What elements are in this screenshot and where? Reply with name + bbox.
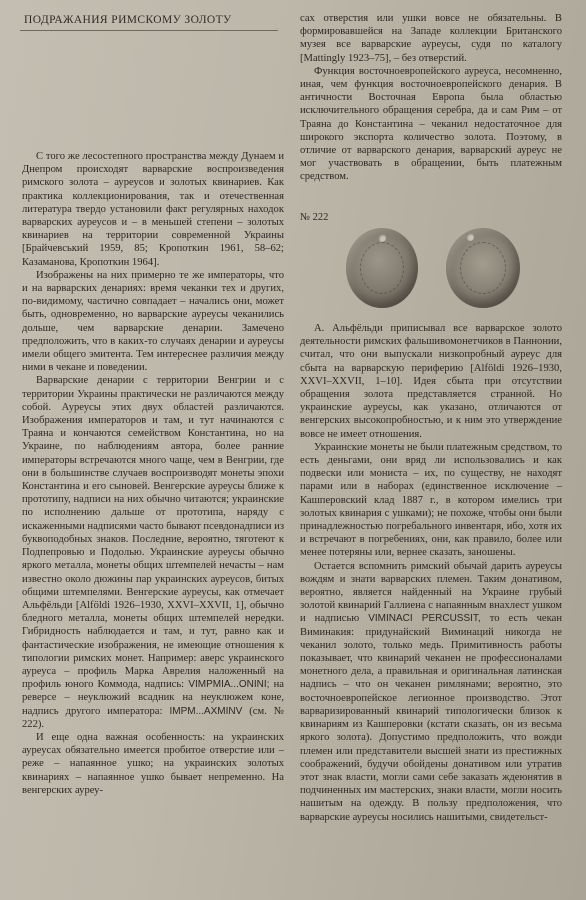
right-column-bottom: [300, 322, 562, 824]
left-paragraph-1: С того же лесостепного пространства между Дунаем и Днепром происходят варварские воспроизведения римского золота – ауреусов и золотых квинариев. Как практика коллекционирования, так и отечественная литература твердо установили факт регулярных находок варварских ауреусов и – в меньшей степени – золотых квинариев на территории современной Украины [Брайчевський 1959, 85; Кропоткин 1961, 58–62; Казаманова, Кропоткин 1964].: [22, 151, 284, 268]
coin-obverse-relief: [360, 242, 404, 294]
left-paragraph-3: [22, 374, 284, 730]
coin-obverse-hole: [378, 234, 386, 242]
left-paragraph-4: И еще одна важная особенность: на украинских ауреусах обязательно имеется пробитое отверстие или – реже – напаянное ушко; на украинских золотых квинариях – напаянное ушко бывает непременно. На венгерских ауреу-: [22, 731, 284, 796]
coin-reverse-hole: [466, 233, 474, 241]
running-title: ПОДРАЖАНИЯ РИМСКОМУ ЗОЛОТУ: [24, 14, 232, 26]
right-column-top: [300, 12, 562, 184]
coin-legend-obverse: VIMPMIA...ONINI;: [188, 679, 270, 691]
left-paragraph-3b: на реверсе – неуклюжий всадник на неуклюжем коне, надпись другого императора:: [22, 679, 285, 717]
header-rule: [20, 30, 278, 31]
left-paragraph-3a: Варварские денарии с территории Венгрии и с территории Украины практически не различаются между собой. Ауреусы этих двух областей различаются. Изображения императоров и там, и тут начинаются с Траяна и кончаются семейством Константина, но на Украине, по наблюдениям автора, более ранние императоры встречаются много чаще, чем в Венгрии, где они в большинстве случаев воспроизводят монеты эпохи Константина и его сыновей. Венгерские ауреусы ближе к прототипу, надписи на них обычно читаются; украинские по исполнению дальше от прототипа, наряду с искаженными надписями часто бывают псевдонадписи из буквоподобных знаков. Последние, вероятно, тяготеют к Подпепровью и Подолью. Украинские ауреусы обычно яркого металла, монеты общих штемпелей нечасты – нам известно около дюжины пар украинских ауреусов, битых общими штемпелями. Венгерские ауреусы, как отмечает Альфёльди [Alföldi 1926–1930, XXVI–XXVII, 1], обычно бледного металла, монеты общих штемпелей нередки. Гибридность наблюдается и там, и тут, равно как и фантастические изображения, не имеющие отношения к типологии римских монет. Например: аверс украинского ауреуса – профиль Марка Аврелия наложенный на профиль юного Коммода, надпись:: [22, 375, 285, 691]
coin-legend-viminaci: VIMINACI PERCUSSIT,: [368, 613, 481, 625]
right-paragraph-3: А. Альфёльди приписывал все варварское золото деятельности римских фальшивомонетчиков в Паннонии, считал, что они выпускали низкопробный ауреус для сбыта на варварскую периферию [Alföldi 1926–1930, XXVI–XXVII, 1–10]. Идея сбыта при отсутствии обращения золота представляется странной. Но украинские ауреусы, как указано, отличаются от венгерских высокопробностью, и к ним это утверждение вовсе не имеет отношения.: [300, 323, 562, 440]
right-paragraph-5: [300, 560, 562, 824]
left-paragraph-3c: (см. № 222).: [22, 705, 284, 730]
left-column: [22, 150, 284, 797]
coin-legend-reverse: IMPM...AXMINV: [169, 705, 243, 717]
coin-reverse-image: [446, 228, 520, 308]
right-paragraph-2: Функция восточноевропейского ауреуса, несомненно, иная, чем функция восточноевропейского денария. В античности Восточная Европа была областью исключительного обращения серебра, да и сам Рим – от Траяна до Константина – чеканил недостаточное для широкого экспорта количество золота. Поэтому, в отличие от варварского денария, варварский ауреус не мог участвовать в обращении, быть платежным средством.: [300, 65, 562, 183]
left-paragraph-2: Изображены на них примерно те же императоры, что и на варварских денариях: время чеканки тех и других, по-видимому, частично совпадает – начались они, может быть, одновременно, но варварские ауреусы чеканились дольше, чем варварские денарии. Замечено предположить, что в каких-то случаях денарии и ауреусы имели общего эмитента. Тем интереснее различия между ними в чекане и поведении.: [22, 269, 284, 374]
catalog-number: № 222: [300, 212, 329, 223]
coin-reverse-relief: [460, 242, 506, 294]
right-paragraph-5a: Остается вспомнить римский обычай дарить ауреусы вождям и знати варварских племен. Таким донативом, вероятно, является найденный на Украине грубый золотой квинарий Галлиена с напаянным внахлест ушком и надписью: [300, 560, 562, 625]
coin-obverse-image: [346, 228, 418, 308]
right-paragraph-4: Украинские монеты не были платежным средством, то есть деньгами, они вряд ли использовались и как подвески или мониста – их, по существу, не находят парами или в наборах (единственное исключение – Кашперовский клад 1887 г., в котором имелись три золотых квинария с ушками); не похоже, чтобы они были принадлежностью погребального инвентаря, ибо, хотя их и встречают в погребениях, они, как правило, более или менее потеряны или, вернее сказать, заношены.: [300, 441, 562, 559]
right-paragraph-1: сах отверстия или ушки вовсе не обязательны. В формировавшейся на Западе коллекции Британского музея все варварские ауреусы, судя по каталогу [Mattingly 1923–75], – без отверстий.: [300, 13, 562, 64]
right-paragraph-5b: то есть чекан Виминакия: придунайский Виминаций никогда не чеканил золото, только медь. Примитивность работы показывает, что квинарий чеканен не профессионалами монетного дела, а правильная и оригинальная латинская надпись – что он чеканен римлянами; вероятно, это восточноевропейское легионное производство. Этот варваризированный квинарий типологически близок к квинариям из Кашперовки (кстати сказать, он из весьма яркого золота). Допустимо предположить, что вожди племен или представители высшей знати из престижных соображений, будучи обойдены донативом или утратив этот знак власти, могли сами себе заказать ждеюнятив в подчиненных им мастерских, знаки власти, могли носить нашитым на одежду. В пользу предположения, что варварские ауреусы носились нашитыми, свидетельст-: [300, 613, 562, 823]
